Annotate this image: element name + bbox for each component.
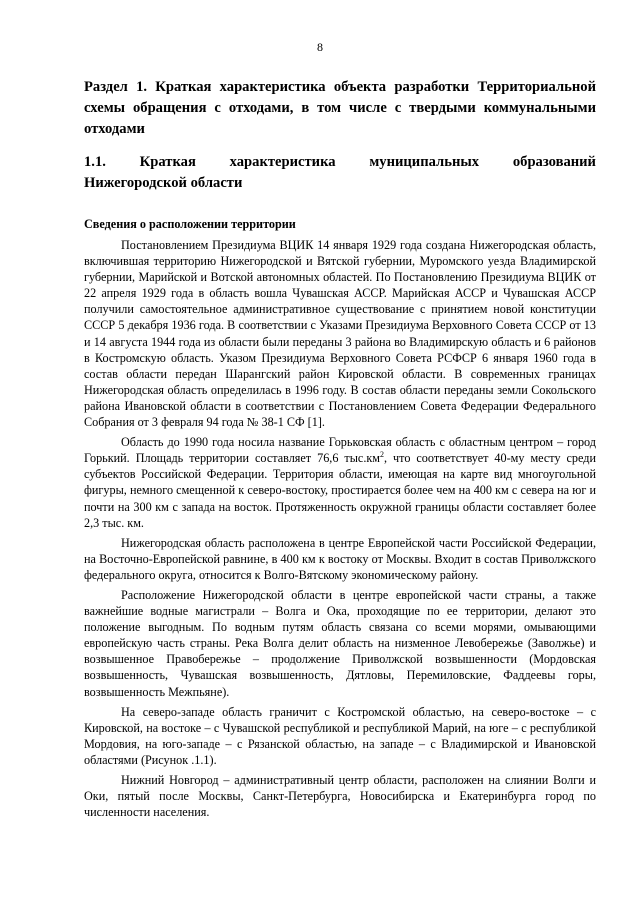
paragraph-area-text-start: Область до 1990 года носила название Горьковская область с областным центром – город Горький. Площадь территории составляет 76,6 тыс.км	[84, 435, 596, 466]
paragraph-borders: На северо-западе область граничит с Костромской областью, на северо-востоке – с Кировской, на востоке – с Чувашской республикой и республикой Марий, на юге – с республикой Мордовия, на юго-западе – с Рязанской областью, на западе – с Владимирской и Ивановской областями (Рисунок .1.1).	[84, 704, 596, 767]
paragraph-area-text-end: , что соответствует 40-му месту среди субъектов Российской Федерации. Территория области, имеющая на карте вид многоугольной фигуры, немного смещенной к северо-востоку, простирается более чем на 400 км с севера на юг и почти на 300 км с запада на восток. Протяженность окружной границы области составляет более 2,3 тыс. км.	[84, 451, 596, 530]
section-heading: Раздел 1. Краткая характеристика объекта разработки Территориальной схемы обращения с отходами, в том числе с твердыми коммунальными отходами	[84, 79, 596, 137]
paragraph-waterways: Расположение Нижегородской области в центре европейской части страны, а также важнейшие водные магистрали – Волга и Ока, проходящие по ее территории, делают это положение выгодным. По водным путям область связана со всеми морями, омывающими европейскую часть страны. Река Волга делит область на низменное Левобережье (Заволжье) и возвышенное Правобережье – продолжение Приволжской возвышенности (Мордовская возвышенность, Чувашская возвышенность, Дятловы, Перемиловские, Фаддеевы горы, возвышенность Межпьяне).	[84, 587, 596, 699]
subsection-word-2: характеристика	[229, 154, 336, 170]
subsection-word-3: муниципальных	[369, 154, 480, 170]
paragraph-nizhny-novgorod: Нижний Новгород – административный центр области, расположен на слиянии Волги и Оки, пятый после Москвы, Санкт-Петербурга, Новосибирска и Екатеринбурга город по численности населения.	[84, 773, 596, 820]
superscript-2: 2	[380, 450, 385, 460]
page-content	[84, 77, 596, 824]
paragraph-history: Постановлением Президиума ВЦИК 14 января 1929 года создана Нижегородская область, включившая территорию Нижегородской и Вятской губернии, Муромского уезда Владимирской губернии, Марийской и Вотской автономных областей. По Постановлению Президиума ВЦИК от 22 апреля 1929 года в область вошла Чувашская АССР. Марийская АССР и Чувашская АССР получили самостоятельное административное существование с принятием новой конституции СССР 5 декабря 1936 года. В соответствии с Указами Президиума Верховного Совета СССР от 13 и 14 августа 1944 года из области были переданы 3 района во Владимирскую область и 6 районов в Костромскую область. Указом Президиума Верховного Совета РСФСР 6 января 1960 года в состав области передан Шарангский район Кировской области. В современных границах Нижегородская область определилась в 1996 году. В состав области переданы земли Сокольского района Ивановской области в соответствии с Постановлением Совета Федерации Федерального Собрания от 3 февраля 94 года № 38-1 СФ [1].	[84, 238, 596, 430]
subsection-heading-line2: Нижегородской области	[84, 175, 243, 191]
paragraph-area	[84, 434, 596, 531]
subsection-heading	[84, 152, 596, 194]
page-number: 8	[317, 40, 323, 54]
subsection-word-1: Краткая	[139, 154, 196, 170]
info-heading: Сведения о расположении территории	[84, 217, 296, 231]
paragraph-location: Нижегородская область расположена в центре Европейской части Российской Федерации, на Восточно-Европейской равнине, в 400 км к востоку от Москвы. Входит в состав Приволжского федерального округа, относится к Волго-Вятскому экономическому району.	[84, 535, 596, 582]
subsection-heading-line1	[84, 152, 596, 173]
subsection-word-4: образований	[512, 154, 596, 170]
subsection-number: 1.1.	[84, 154, 106, 170]
